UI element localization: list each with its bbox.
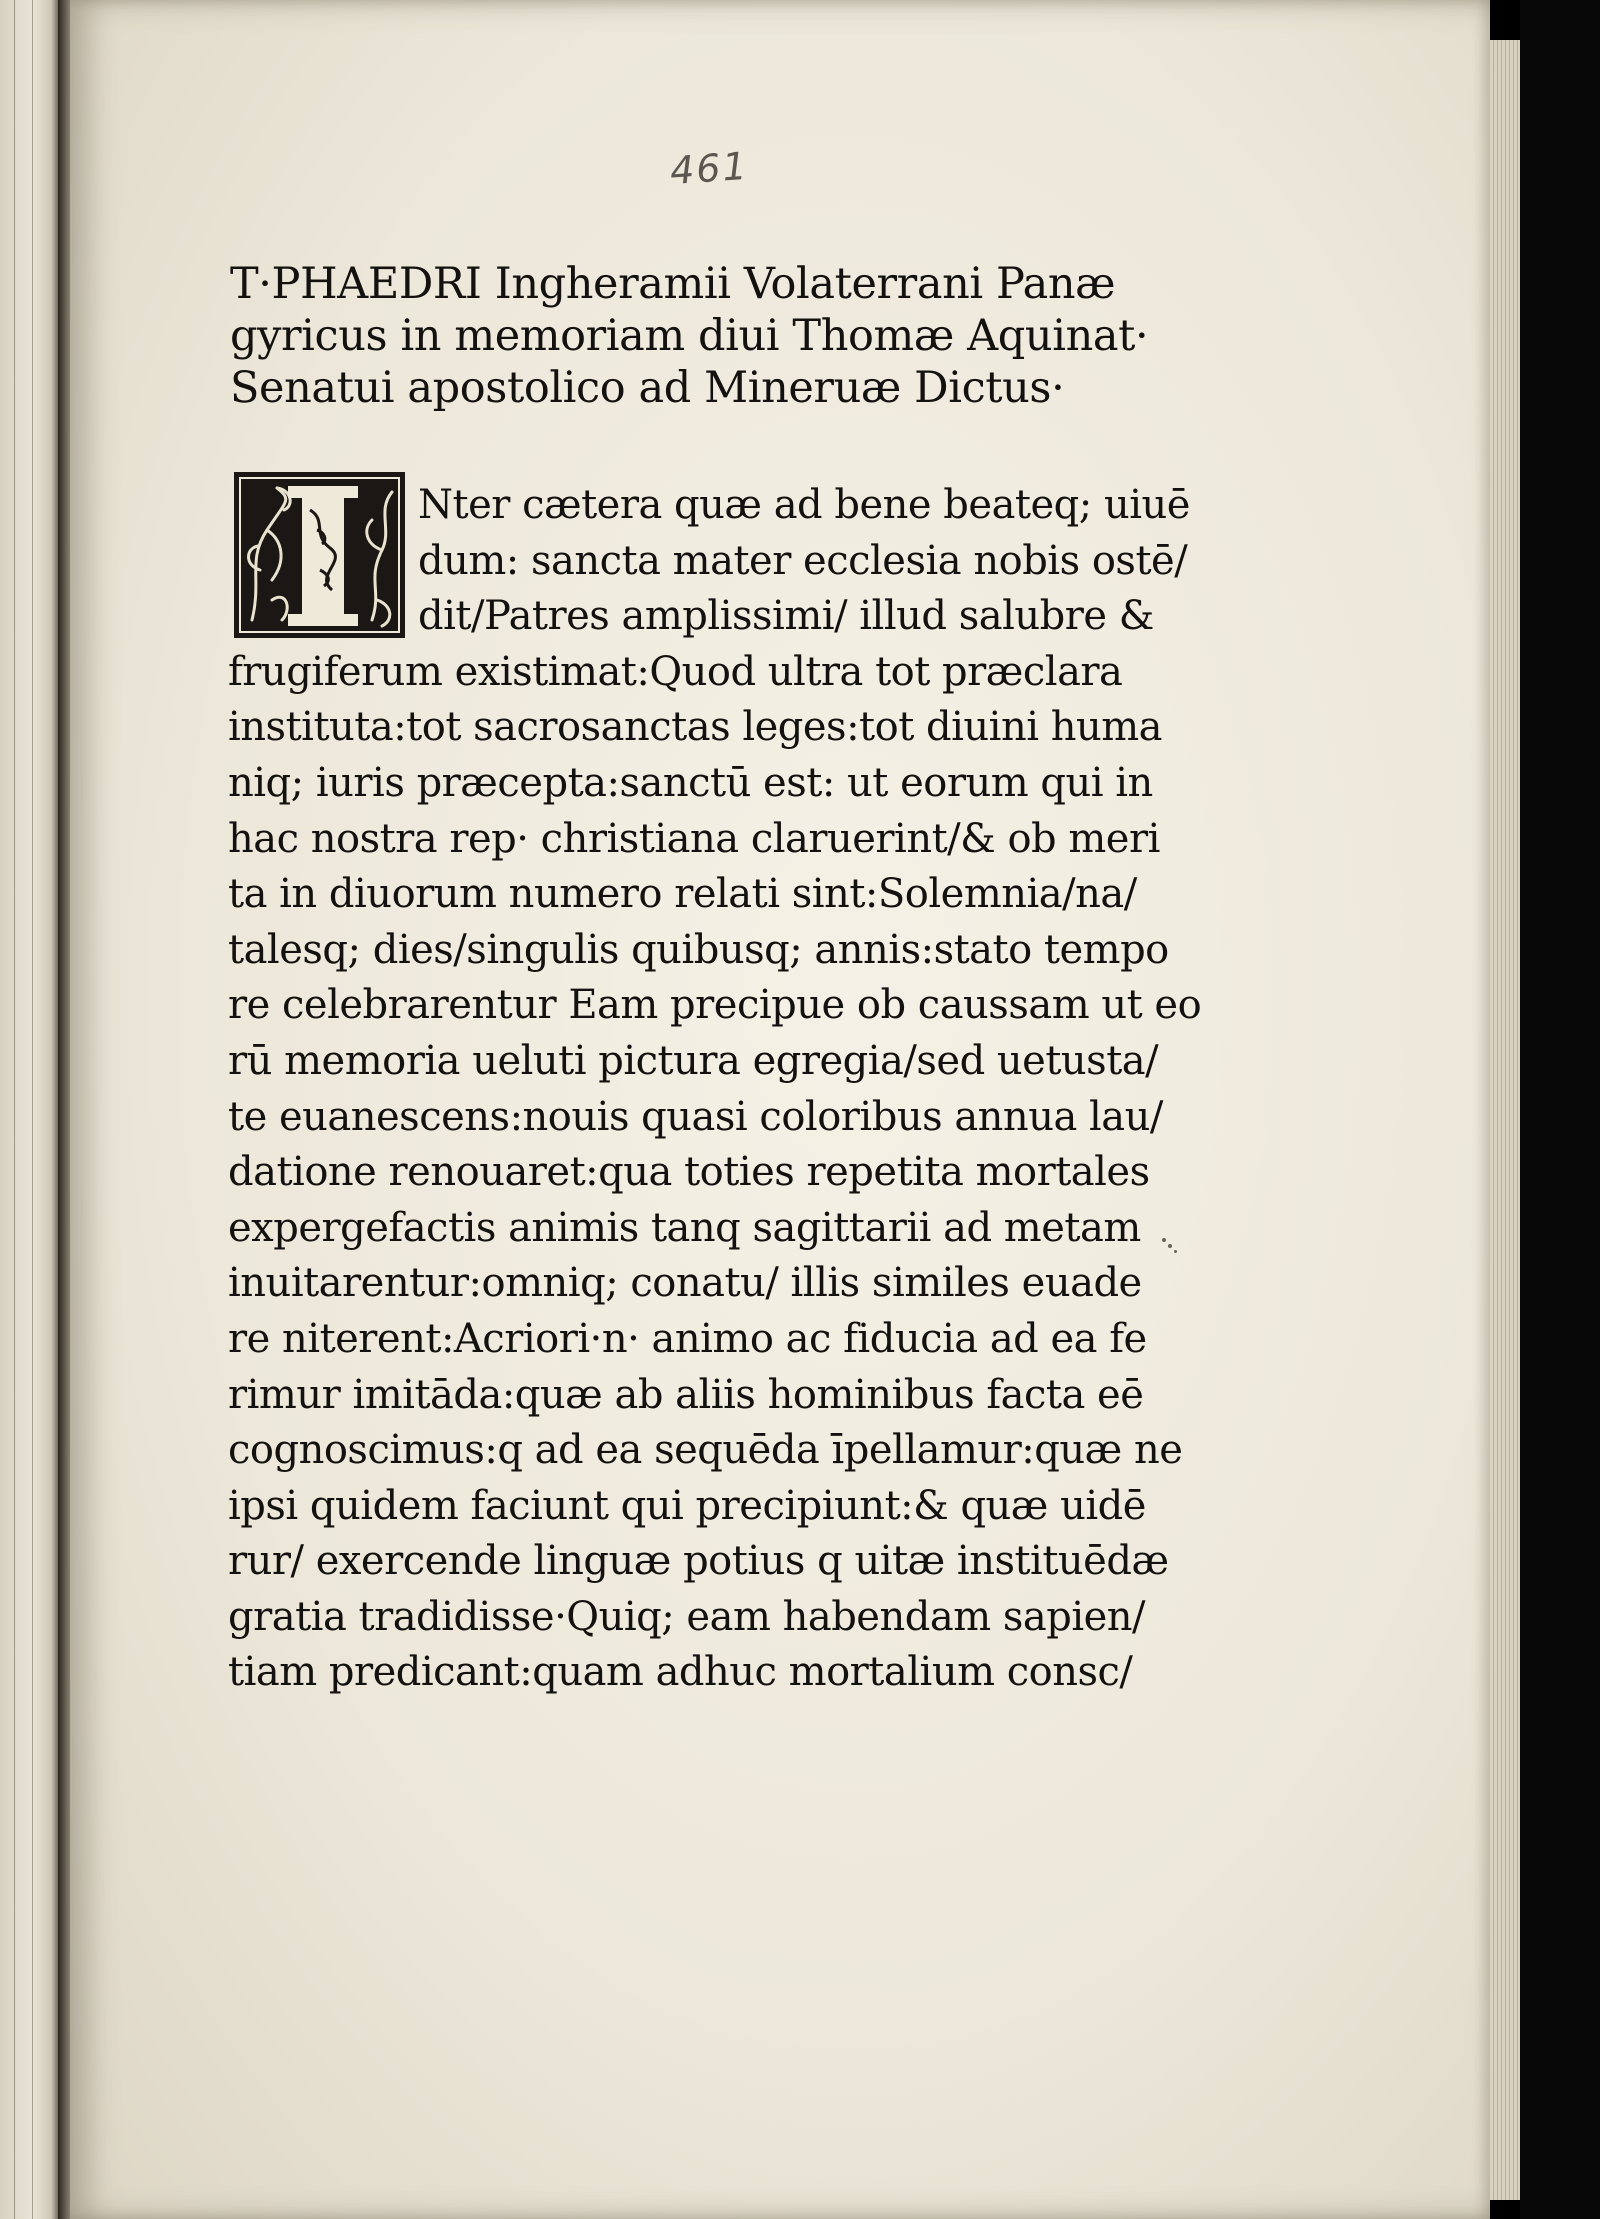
text-line: Nter cætera quæ ad bene beateq; uiuē — [418, 482, 1190, 528]
text-line: datione renouaret:qua toties repetita mortales — [228, 1149, 1150, 1196]
text-line: instituta:tot sacrosanctas leges:tot diuini huma — [228, 704, 1163, 751]
show-through-text — [232, 428, 1162, 469]
margin-mark — [1162, 1238, 1166, 1242]
text-line: ipsi quidem faciunt qui precipiunt:& quæ uidē — [228, 1482, 1146, 1529]
text-line: hac nostra rep· christiana claruerint/& ob meri — [228, 815, 1160, 862]
title-block — [230, 258, 1170, 414]
left-page-edge — [0, 0, 60, 2219]
margin-mark — [1168, 1244, 1172, 1248]
text-line: expergefactis animis tanq sagittarii ad metam — [228, 1204, 1141, 1251]
text-line: rū memoria ueluti pictura egregia/sed uetusta/ — [228, 1037, 1159, 1084]
text-line: rur/ exercende linguæ potius q uitæ instituēdæ — [228, 1538, 1169, 1585]
text-line: tiam predicant:quam adhuc mortalium consc/ — [228, 1649, 1133, 1696]
folio-number: 461 — [668, 143, 751, 194]
text-line: niq; iuris præcepta:sanctū est: ut eorum qui in — [228, 759, 1153, 806]
text-line: frugiferum existimat:Quod ultra tot præclara — [228, 648, 1123, 695]
text-line: talesq; dies/singulis quibusq; annis:stato tempo — [228, 926, 1169, 973]
text-line: inuitarentur:omniq; conatu/ illis similes euade — [228, 1260, 1142, 1307]
title-line-2: gyricus in memoriam diui Thomæ Aquinat· — [230, 311, 1149, 361]
title-line-3: Senatui apostolico ad Mineruæ Dictus· — [230, 363, 1065, 413]
margin-mark — [1174, 1250, 1177, 1253]
text-line: te euanescens:nouis quasi coloribus annua lau/ — [228, 1093, 1163, 1140]
text-line: rimur imitāda:quæ ab aliis hominibus facta eē — [228, 1371, 1144, 1418]
text-line: re celebrarentur Eam precipue ob caussam ut eo — [228, 982, 1202, 1029]
text-line: gratia tradidisse·Quiq; eam habendam sapien/ — [228, 1593, 1146, 1640]
body-text — [228, 478, 1202, 1701]
text-line: dit/Patres amplissimi/ illud salubre & — [418, 593, 1154, 640]
background-right — [1520, 0, 1600, 2219]
text-line: re niterent:Acriori·n· animo ac fiducia ad ea fe — [228, 1315, 1147, 1362]
text-line: dum: sancta mater ecclesia nobis ostē/ — [418, 537, 1188, 584]
page-edges — [1490, 40, 1522, 2200]
text-line: cognoscimus:q ad ea sequēda īpellamur:quæ ne — [228, 1427, 1183, 1474]
text-line: ta in diuorum numero relati sint:Solemnia/na/ — [228, 871, 1137, 918]
title-line-1: T·PHAEDRI Ingheramii Volaterrani Panæ — [230, 259, 1116, 309]
